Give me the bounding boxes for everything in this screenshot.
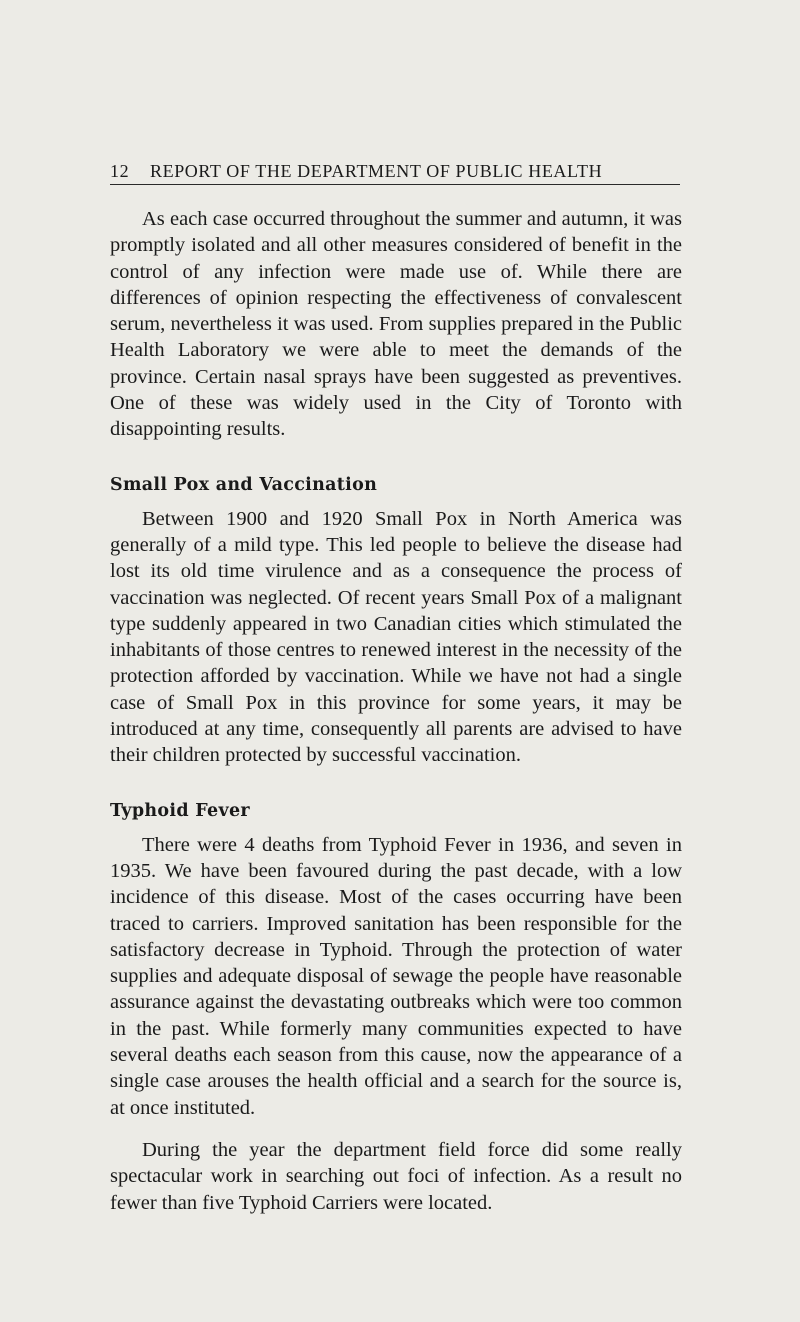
section-heading-small-pox: Small Pox and Vaccination — [110, 474, 378, 495]
body-text — [110, 206, 682, 1216]
page-number: 12 — [110, 161, 130, 181]
paragraph-typhoid-carriers: During the year the department field force did some really spectacular work in searching out foci of infection. As a result no fewer than five Typhoid Carriers were located. — [110, 1138, 682, 1214]
running-header — [110, 160, 680, 185]
running-title: REPORT OF THE DEPARTMENT OF PUBLIC HEALTH — [150, 161, 603, 181]
paragraph-typhoid: There were 4 deaths from Typhoid Fever in 1936, and seven in 1935. We have been favoured during the past decade, with a low incidence of this disease. Most of the cases occurring have been traced to carriers. Improved sanitation has been responsible for the satisfactory decrease in Typhoid. Through the protection of water supplies and adequate disposal of sewage the people have reasonable assurance against the devastating outbreaks which were too common in the past. While formerly many communities expected to have several deaths each season from this cause, now the appearance of a single case arouses the health official and a search for the source is, at once instituted. — [110, 833, 682, 1119]
section-heading-typhoid: Typhoid Fever — [110, 800, 250, 821]
paragraph-convalescent-serum: As each case occurred throughout the summer and autumn, it was promptly isolated and all other measures considered of benefit in the control of any infection were made use of. While there are differences of opinion respecting the effectiveness of convalescent serum, nevertheless it was used. From supplies prepared in the Public Health Laboratory we were able to meet the demands of the province. Certain nasal sprays have been suggested as preventives. One of these was widely used in the City of Toronto with disappointing results. — [110, 208, 682, 441]
paragraph-small-pox: Between 1900 and 1920 Small Pox in North America was generally of a mild type. This led people to believe the disease had lost its old time virulence and as a consequence the process of vaccination was neglected. Of recent years Small Pox of a malignant type suddenly appeared in two Canadian cities which stimulated the inhabitants of those centres to renewed interest in the necessity of the protection afforded by vaccination. While we have not had a single case of Small Pox in this province for some years, it may be introduced at any time, consequently all parents are advised to have their children protected by successful vaccination. — [110, 507, 682, 767]
